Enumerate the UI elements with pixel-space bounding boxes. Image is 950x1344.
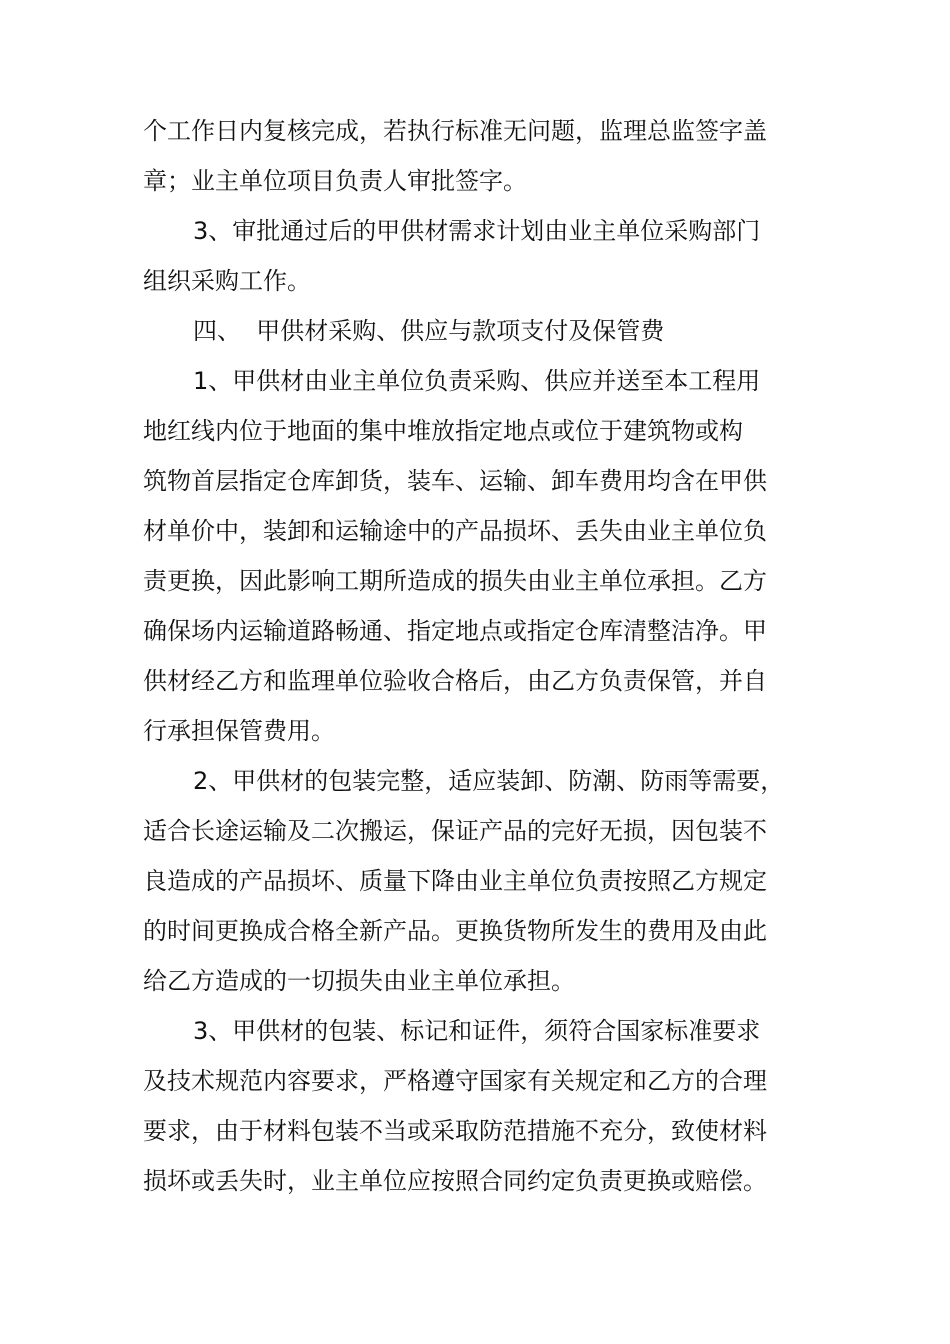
paragraph-line: 筑物首层指定仓库卸货，装车、运输、卸车费用均含在甲供 [143, 467, 767, 495]
paragraph-line: 2、甲供材的包装完整，适应装卸、防潮、防雨等需要， [193, 767, 785, 795]
paragraph-line: 材单价中，装卸和运输途中的产品损坏、丢失由业主单位负 [143, 517, 767, 545]
paragraph-line: 3、审批通过后的甲供材需求计划由业主单位采购部门 [193, 217, 761, 245]
paragraph-line: 的时间更换成合格全新产品。更换货物所发生的费用及由此 [143, 917, 767, 945]
paragraph-line: 组织采购工作。 [143, 267, 311, 295]
paragraph-line: 良造成的产品损坏、质量下降由业主单位负责按照乙方规定 [143, 867, 767, 895]
paragraph-line: 个工作日内复核完成，若执行标准无问题，监理总监签字盖 [143, 117, 767, 145]
paragraph-line: 供材经乙方和监理单位验收合格后，由乙方负责保管，并自 [143, 667, 767, 695]
document-body [143, 106, 809, 1206]
paragraph-line: 及技术规范内容要求，严格遵守国家有关规定和乙方的合理 [143, 1067, 767, 1095]
paragraph-line: 适合长途运输及二次搬运，保证产品的完好无损，因包装不 [143, 817, 767, 845]
paragraph-line: 行承担保管费用。 [143, 717, 335, 745]
paragraph-line: 责更换，因此影响工期所造成的损失由业主单位承担。乙方 [143, 567, 767, 595]
paragraph-line: 1、甲供材由业主单位负责采购、供应并送至本工程用 [193, 367, 761, 395]
paragraph-line: 给乙方造成的一切损失由业主单位承担。 [143, 967, 575, 995]
section-heading: 四、 甲供材采购、供应与款项支付及保管费 [193, 317, 665, 345]
paragraph-line: 损坏或丢失时，业主单位应按照合同约定负责更换或赔偿。 [143, 1167, 767, 1195]
paragraph-line: 地红线内位于地面的集中堆放指定地点或位于建筑物或构 [143, 417, 743, 445]
paragraph-line: 3、甲供材的包装、标记和证件，须符合国家标准要求 [193, 1017, 761, 1045]
paragraph-line: 要求，由于材料包装不当或采取防范措施不充分，致使材料 [143, 1117, 767, 1145]
paragraph-line: 确保场内运输道路畅通、指定地点或指定仓库清整洁净。甲 [143, 617, 767, 645]
paragraph-line: 章；业主单位项目负责人审批签字。 [143, 167, 527, 195]
